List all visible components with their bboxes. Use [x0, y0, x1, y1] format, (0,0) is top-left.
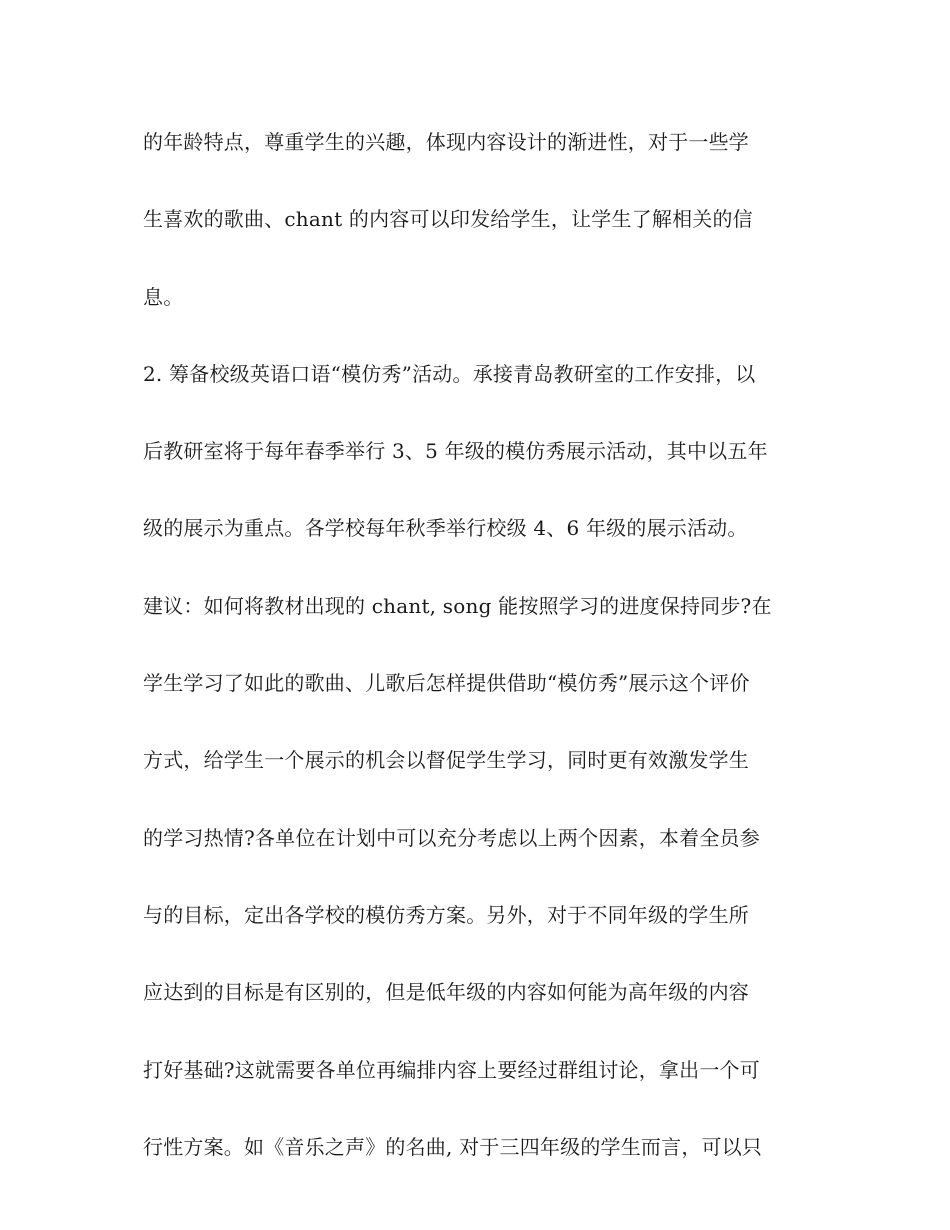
text-line-9: 方式，给学生一个展示的机会以督促学生学习，同时更有效激发学生	[143, 748, 749, 773]
text-line-13: 打好基础?这就需要各单位再编排内容上要经过群组讨论，拿出一个可	[143, 1057, 760, 1082]
text-line-7: 建议：如何将教材出现的 chant, song 能按照学习的进度保持同步?在	[143, 593, 772, 618]
text-line-4: 2. 筹备校级英语口语“模仿秀”活动。承接青岛教研室的工作安排，以	[143, 361, 756, 386]
body-text	[143, 120, 823, 1202]
text-line-14: 行性方案。如《音乐之声》的名曲, 对于三四年级的学生而言，可以只	[143, 1134, 763, 1159]
text-line-6: 级的展示为重点。各学校每年秋季举行校级 4、6 年级的展示活动。	[143, 516, 748, 541]
text-line-8: 学生学习了如此的歌曲、儿歌后怎样提供借助“模仿秀”展示这个评价	[143, 671, 750, 696]
text-line-12: 应达到的目标是有区别的，但是低年级的内容如何能为高年级的内容	[143, 980, 749, 1005]
text-line-3: 息。	[143, 284, 184, 309]
text-line-2: 生喜欢的歌曲、chant 的内容可以印发给学生，让学生了解相关的信	[143, 207, 753, 232]
text-line-1: 的年龄特点，尊重学生的兴趣，体现内容设计的渐进性，对于一些学	[143, 130, 749, 154]
text-line-11: 与的目标，定出各学校的模仿秀方案。另外，对于不同年级的学生所	[143, 902, 749, 927]
text-line-5: 后教研室将于每年春季举行 3、5 年级的模仿秀展示活动，其中以五年	[143, 439, 768, 464]
text-line-10: 的学习热情?各单位在计划中可以充分考虑以上两个因素，本着全员参	[143, 825, 760, 850]
